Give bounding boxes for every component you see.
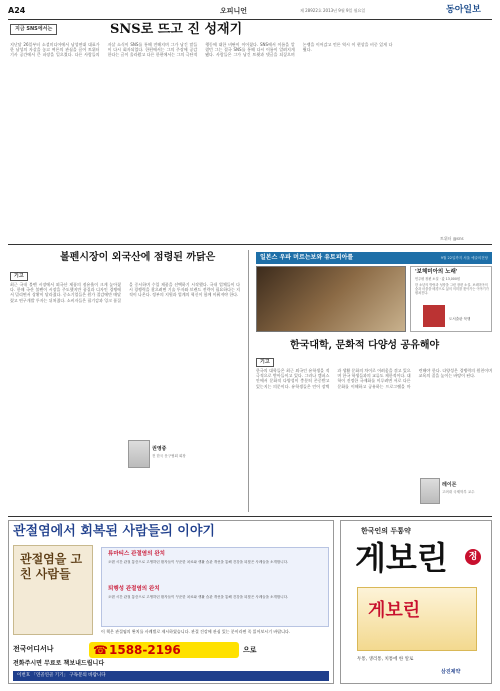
author2-name: 레이몬 bbox=[442, 482, 457, 488]
geborin-maker: 삼진제약 bbox=[441, 669, 461, 675]
section-rule bbox=[8, 244, 492, 245]
book-ad bbox=[410, 266, 492, 332]
section-name: 오피니언 bbox=[220, 7, 248, 15]
story-title-2: 퇴행성 관절염의 완치 bbox=[108, 586, 160, 592]
column-tag: 지금 SNS에서는 bbox=[10, 24, 57, 35]
ad-book-title: 관절염을 고친 사람들 bbox=[20, 552, 83, 581]
story-body-2: 오랜 시간 관절 통증으로 고생하던 환자들이 꾸준한 치료와 생활 습관 개선을 통해 건강을 되찾은 사례들을 소개합니다. bbox=[108, 595, 289, 599]
feature-title: 일본스 우파 머르는보와 유토피아를 bbox=[260, 254, 354, 261]
feature-banner bbox=[256, 252, 492, 264]
ad-footer-text: 이번호 「연골연골 기기」 구독문의 바랍니다 bbox=[17, 673, 106, 678]
geborin-package bbox=[357, 587, 477, 651]
phone-number: 1588-2196 bbox=[109, 643, 181, 657]
ad-cta-label: 전국어디서나 bbox=[13, 645, 54, 653]
author-title: 전 한국 문구협회 회장 bbox=[152, 454, 186, 458]
book-publisher: 도서출판 북행 bbox=[449, 317, 471, 321]
phone-icon: ☎ bbox=[93, 643, 108, 657]
author-name: 권영중 bbox=[152, 446, 167, 452]
article-body: 최근 국내 볼펜 시장에서 외국산 제품의 점유율이 크게 높아졌다. 한때 국산 볼펜이 시장을 주도했지만 품질과 디자인 경쟁에서 밀리면서 상황이 달라졌다. 중소기업들은 원가 절감에만 매달렸고 연구개발 투자는 뒤처졌다. 소비자들은 필기감과 잉크 품질을 중시하며 수입 제품을 선택하기 시작했다. 국내 업체들이 다시 경쟁력을 찾으려면 기술 투자와 브랜드 전략이 필요하다는 지적이 나온다. 정부의 지원과 업계의 혁신이 함께 이뤄져야 한다. bbox=[10, 282, 240, 303]
phone-box[interactable] bbox=[89, 642, 239, 658]
story-body-1: 오랜 시간 관절 통증으로 고생하던 환자들이 꾸준한 치료와 생활 습관 개선을 통해 건강을 되찾은 사례들을 소개합니다. bbox=[108, 560, 289, 564]
book-title: '보헤미아의 노래' bbox=[415, 269, 458, 275]
date-line: 제 28922호 2013년 9월 9일 월요일 bbox=[300, 8, 366, 13]
book-subtitle: 민주평 장편 소설 · 값 13,000원 bbox=[415, 277, 460, 281]
author2-title: 고려대 국제학부 교수 bbox=[442, 490, 475, 494]
ad-footer-bar bbox=[13, 671, 329, 681]
geborin-brand: 게보린 bbox=[355, 539, 448, 577]
ad-promo: 이 책은 관절염의 완치를 사례별로 제시하였습니다. 관절 건강에 관심 있는 분이라면 꼭 읽어보시기 바랍니다. bbox=[101, 629, 291, 634]
header-rule bbox=[8, 19, 492, 20]
column-author: 트위터 @sns bbox=[440, 236, 464, 241]
author-photo bbox=[128, 440, 150, 468]
article-tag: 기고 bbox=[10, 272, 28, 281]
column-title: SNS로 뜨고 진 성재기 bbox=[110, 22, 243, 37]
page-number: A24 bbox=[8, 6, 26, 15]
geborin-tagline: 두통, 생리통, 치통에 한 알로 bbox=[357, 657, 414, 662]
book-body: 한 소년의 방랑과 성장을 그린 장편 소설. 보헤미아의 숲과 마을을 배경으로 삶의 의미를 찾아가는 이야기가 펼쳐진다. bbox=[415, 283, 489, 295]
geborin-top: 한국인의 두통약 bbox=[361, 527, 411, 535]
geborin-ad bbox=[340, 520, 492, 684]
ad-cta-sub: 전화주시면 무료로 책보내드립니다 bbox=[13, 660, 105, 667]
ad-rule bbox=[8, 516, 492, 517]
book-cover bbox=[423, 305, 445, 327]
masthead-logo: 동아일보 bbox=[446, 5, 481, 15]
article2-tag: 기고 bbox=[256, 358, 274, 367]
story-box bbox=[101, 547, 329, 627]
arthritis-ad bbox=[8, 520, 334, 684]
feature-frame bbox=[256, 266, 406, 332]
story-title-1: 류마티스 관절염의 완치 bbox=[108, 551, 165, 557]
book-cover-box bbox=[13, 545, 93, 635]
article-title: 볼펜시장이 외국산에 점령된 까닭은 bbox=[60, 252, 216, 263]
phone-suffix: 으로 bbox=[243, 646, 257, 654]
geborin-badge: 정 bbox=[465, 549, 481, 565]
article2-title: 한국대학, 문화적 다양성 공유해야 bbox=[290, 340, 440, 351]
package-brand: 게보린 bbox=[368, 600, 421, 621]
ad-headline: 관절염에서 회복된 사람들의 이야기 bbox=[13, 524, 215, 539]
column-divider bbox=[248, 250, 249, 512]
article2-body: 한국의 대학들은 최근 외국인 유학생을 적극적으로 받아들이고 있다. 그러나 캠퍼스 안에서 문화적 다양성이 충분히 존중받고 있는지는 의문이다. 유학생들은 언어 장벽과 생활 문화의 차이로 어려움을 겪고 있으며 한국 학생들과의 교류도 제한적이다. 대학이 진정한 국제화를 이루려면 서로 다른 문화를 이해하고 공유하는 프로그램을 마련해야 한다. 다양성은 경쟁력의 원천이며 교육의 질을 높이는 바탕이 된다. bbox=[256, 368, 492, 389]
feature-subtitle: 9월 22일까지 서울 예술의전당 bbox=[440, 256, 488, 260]
author2-photo bbox=[420, 478, 440, 504]
column-body: 지난달 26일부터 소셜미디어에서 남성연대 대표가 한 남성의 자살을 놓고 여론의 관심을 끌어 트위터 기사 공간에서 큰 파장을 일으켰다. 다른 사람들의 자살 소식이 SNS를 통해 전해지며 그가 남긴 말들이 다시 회자되었다. 한편에서는 그의 주장에 공감한다는 글이 올라왔고 다른 한편에서는 그의 극단적 행동에 대한 비판이 이어졌다. SNS에서 이름을 알렸던 그는 결국 SNS를 통해 다시 이름이 알려지게 됐다. 사람들은 그가 남긴 트윗과 댓글을 되짚으며 논쟁을 이어갔고 언론 역시 이 현상을 비중 있게 다뤘다. bbox=[10, 42, 393, 58]
